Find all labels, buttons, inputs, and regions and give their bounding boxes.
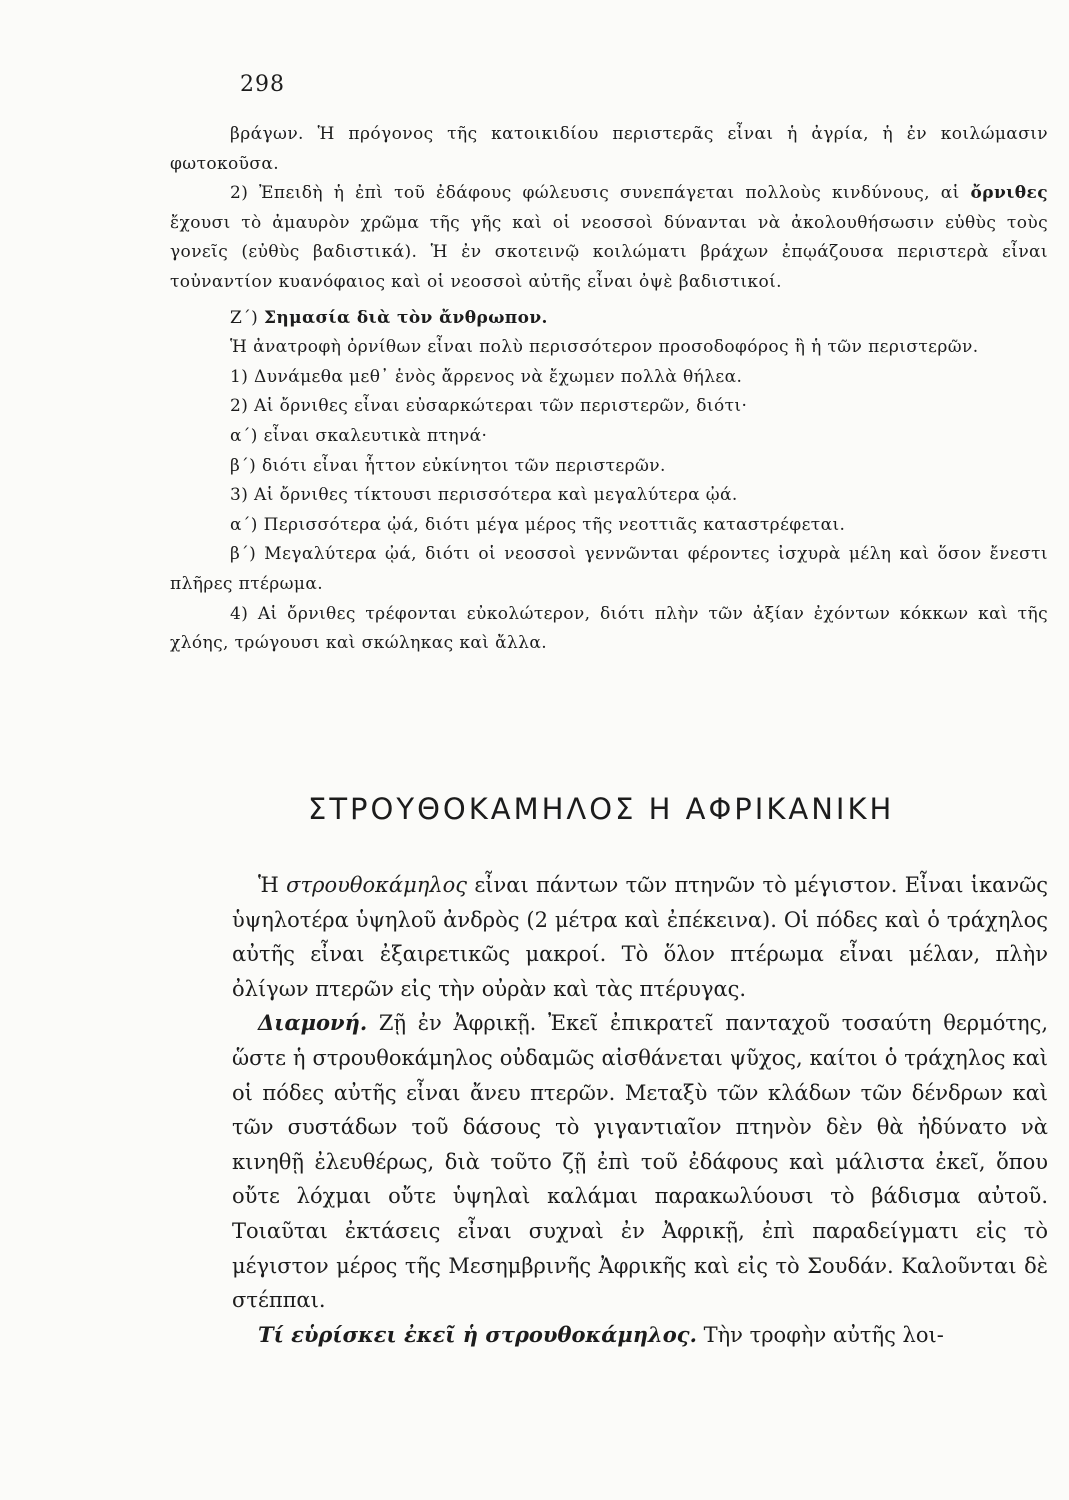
page-number: 298 <box>240 72 285 97</box>
list-item: 1) Δυνάμεθα μεθ᾽ ἑνὸς ἄρρενος νὰ ἔχωμεν πολλὰ θήλεα. <box>230 366 743 387</box>
text-run: εἶναι πάντων τῶν πτηνῶν τὸ μέγιστον. Εἶναι ἱκανῶς ὑψηλοτέρα ὑψηλοῦ ἀνδρὸς (2 μέτρα καὶ ἐπέκεινα). Οἱ πόδες καὶ ὁ τράχηλος αὐτῆς εἶναι ἐξαιρετικῶς μακροί. Τὸ ὅλον πτέρωμα εἶναι μέλαν, πλὴν ὀλίγων πτερῶν εἰς τὴν οὐρὰν καὶ τὰς πτέρυγας. <box>232 873 1048 1001</box>
list-subitem: α΄) εἶναι σκαλευτικὰ πτηνά· <box>230 425 488 446</box>
list-item: 2) Αἱ ὄρνιθες εἶναι εὐσαρκώτεραι τῶν περιστερῶν, διότι· <box>230 396 748 417</box>
subsection-heading: Διαμονή. <box>258 1010 368 1036</box>
list-item: 3) Αἱ ὄρνιθες τίκτουσι περισσότερα καὶ μεγαλύτερα ᾠά. <box>230 485 738 506</box>
paragraph-ground-nesting <box>170 179 1048 297</box>
paragraph-food <box>232 1318 1048 1353</box>
list-subitem: α΄) Περισσότερα ᾠά, διότι μέγα μέρος τῆς νεοττιᾶς καταστρέφεται. <box>230 514 846 535</box>
text-run: Τὴν τροφὴν αὐτῆς λοι- <box>696 1322 944 1347</box>
bottom-section <box>232 868 1048 1352</box>
text-run: ἔχουσι τὸ ἀμαυρὸν χρῶμα τῆς γῆς καὶ οἱ νεοσσοὶ δύνανται νὰ ἀκολουθήσωσιν εὐθὺς τοὺς γονεῖς (εὐθὺς βαδιστικά). Ἡ ἐν σκοτεινῷ κοιλώματι βράχων ἐπῳάζουσα περιστερὰ εἶναι τοὐναντίον κυανόφαιος καὶ οἱ νεοσσοὶ αὐτῆς εἶναι ὀψὲ βαδιστικοί. <box>170 212 1048 292</box>
subsection-heading: Τί εὑρίσκει ἐκεῖ ἡ στρουθοκάμηλος. <box>258 1321 697 1347</box>
paragraph-pigeon-ancestor: βράγων. Ἡ πρόγονος τῆς κατοικιδίου περιστερᾶς εἶναι ἡ ἀγρία, ἡ ἐν κοιλώμασιν φωτοκοῦσα. <box>170 124 1048 174</box>
heading-text: Σημασία διὰ τὸν ἄνθρωπον. <box>263 307 548 328</box>
italic-term: στρουθοκάμηλος <box>286 873 468 897</box>
list-subitem: β΄) διότι εἶναι ἧττον εὐκίνητοι τῶν περιστερῶν. <box>230 455 666 476</box>
section-heading <box>170 304 1048 334</box>
list-item: 4) Αἱ ὄρνιθες τρέφονται εὐκολώτερον, διότι πλὴν τῶν ἀξίαν ἐχόντων κόκκων καὶ τῆς χλόης, τρώγουσι καὶ σκώληκας καὶ ἄλλα. <box>170 603 1048 654</box>
list-subitem: β΄) Μεγαλύτερα ᾠά, διότι οἱ νεοσσοὶ γεννῶνται φέροντες ἰσχυρὰ μέλη καὶ ὅσον ἔνεστι πλῆρες πτέρωμα. <box>170 544 1048 594</box>
paragraph-breeding: Ἡ ἀνατροφὴ ὀρνίθων εἶναι πολὺ περισσότερον προσοδοφόρος ἢ ἡ τῶν περιστερῶν. <box>230 337 979 358</box>
top-section <box>170 120 1048 659</box>
text-run: 2) Ἐπειδὴ ἡ ἐπὶ τοῦ ἐδάφους φώλευσις συνεπάγεται πολλοὺς κινδύνους, αἱ <box>230 183 971 204</box>
heading-number: Ζ΄) <box>230 307 264 328</box>
text-run: Ἡ <box>258 873 287 897</box>
bold-term: ὄρνιθες <box>970 183 1048 204</box>
paragraph-habitat <box>232 1006 1048 1317</box>
paragraph-ostrich-intro <box>232 868 1048 1006</box>
text-run: Ζῇ ἐν Ἀφρικῇ. Ἐκεῖ ἐπικρατεῖ πανταχοῦ τοσαύτη θερμότης, ὥστε ἡ στρουθοκάμηλος οὐδαμῶς αἰσθάνεται ψῦχος, καίτοι ὁ τράχηλος καὶ οἱ πόδες αὐτῆς εἶναι ἄνευ πτερῶν. Μεταξὺ τῶν κλάδων τῶν δένδρων καὶ τῶν συστάδων τοῦ δάσους τὸ γιγαντιαῖον πτηνὸν δὲν θὰ ἠδύνατο νὰ κινηθῇ ἐλευθέρως, διὰ τοῦτο ζῇ ἐπὶ τοῦ ἐδάφους καὶ μάλιστα ἐκεῖ, ὅπου οὔτε λόχμαι οὔτε ὑψηλαὶ καλάμαι παρακωλύουσι τὸ βάδισμα αὐτοῦ. Τοιαῦται ἐκτάσεις εἶναι συχναὶ ἐν Ἀφρικῇ, ἐπὶ παραδείγματι εἰς τὸ μέγιστον μέρος τῆς Μεσημβρινῆς Ἀφρικῆς καὶ εἰς τὸ Σουδάν. Καλοῦνται δὲ στέππαι. <box>232 1011 1048 1313</box>
section-title: ΣΤΡΟΥΘΟΚΑΜΗΛΟΣ Η ΑΦΡΙΚΑΝΙΚΗ <box>308 792 895 826</box>
